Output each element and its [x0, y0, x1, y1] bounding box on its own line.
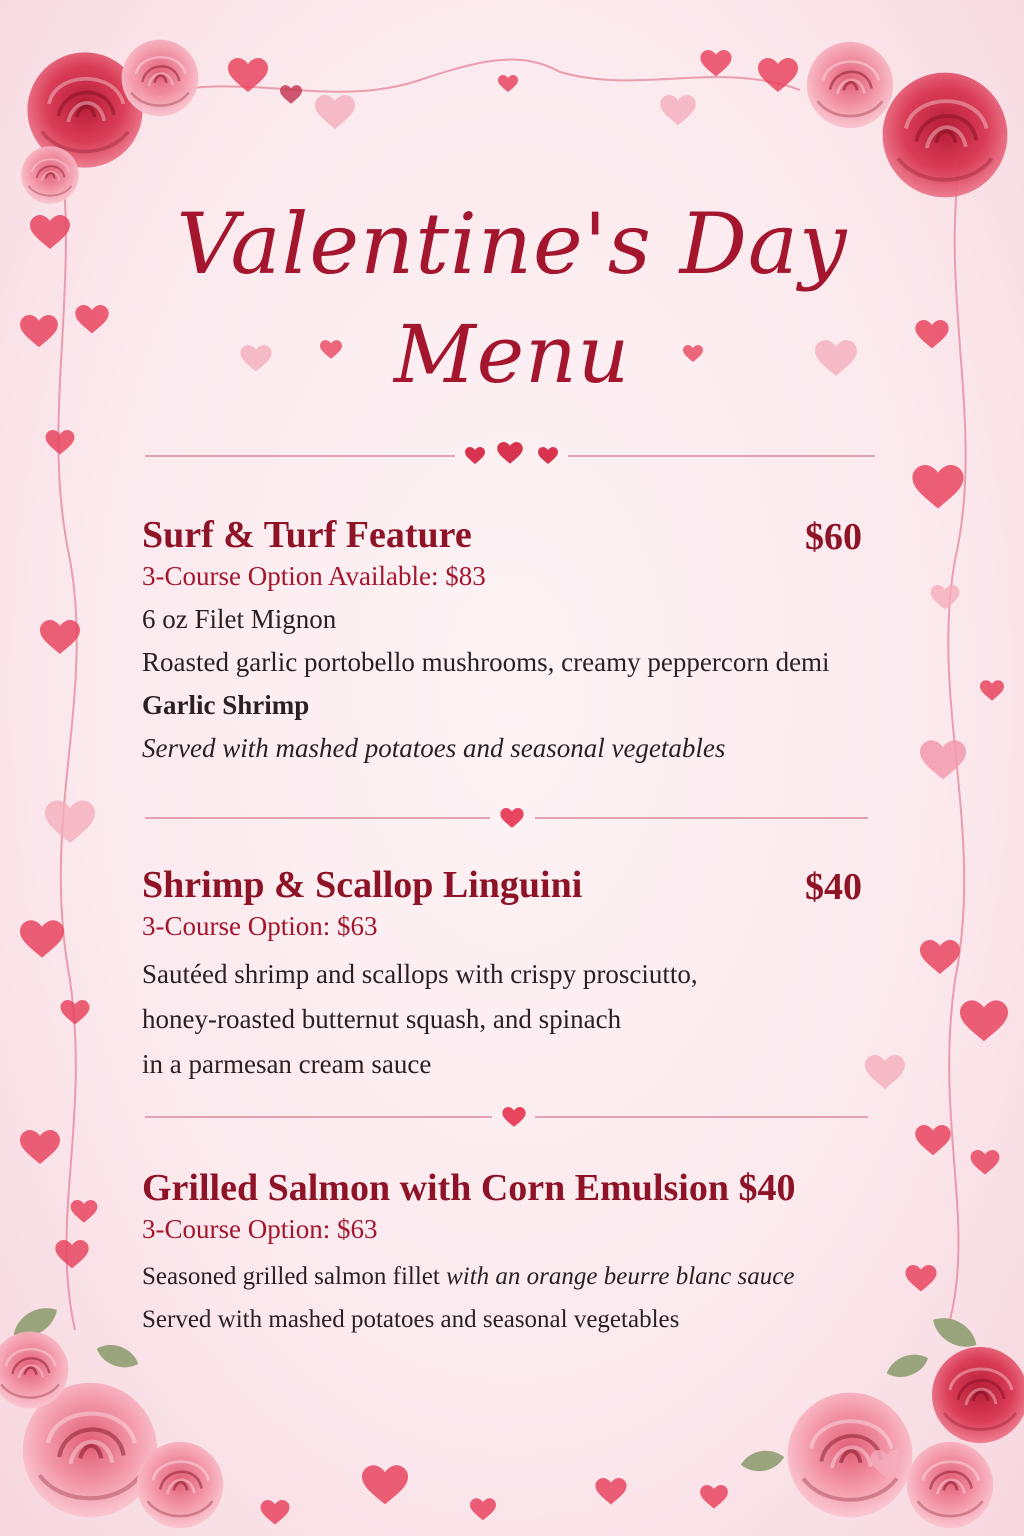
item-price: $60 — [805, 516, 862, 558]
divider — [145, 808, 868, 828]
item-line: in a parmesan cream sauce — [142, 1048, 432, 1079]
page-title: Valentine's Day — [176, 195, 848, 293]
divider — [145, 1107, 868, 1127]
item-line: Sautéed shrimp and scallops with crispy prosciutto, — [142, 958, 698, 989]
item-name: Shrimp & Scallop Linguini — [142, 864, 583, 906]
divider — [145, 442, 875, 464]
item-line: Garlic Shrimp — [142, 689, 310, 720]
item-line: Roasted garlic portobello mushrooms, creamy peppercorn demi — [142, 646, 830, 677]
item-line-sauce: with an orange beurre blanc sauce — [446, 1262, 795, 1290]
menu-item — [142, 865, 902, 1087]
page-subtitle: Menu — [393, 308, 631, 401]
item-line: honey-roasted butternut squash, and spinach — [142, 1003, 622, 1034]
course-option: 3-Course Option Available: $83 — [142, 560, 486, 591]
item-price: $40 — [805, 866, 862, 908]
menu-item — [142, 515, 902, 770]
item-name: Surf & Turf Feature — [142, 514, 472, 556]
item-line: 6 oz Filet Mignon — [142, 603, 337, 634]
course-option: 3-Course Option: $63 — [142, 910, 378, 941]
item-line — [142, 1255, 902, 1298]
rose-icon — [807, 42, 1008, 198]
item-name: Grilled Salmon with Corn Emulsion $40 — [142, 1167, 796, 1209]
course-option: 3-Course Option: $63 — [142, 1213, 378, 1244]
menu-item — [142, 1168, 902, 1341]
item-line: Served with mashed potatoes and seasonal vegetables — [142, 1305, 680, 1333]
item-line-text: Seasoned grilled salmon fillet — [142, 1262, 447, 1290]
rose-icon — [21, 40, 198, 204]
item-line: Served with mashed potatoes and seasonal vegetables — [142, 732, 726, 763]
